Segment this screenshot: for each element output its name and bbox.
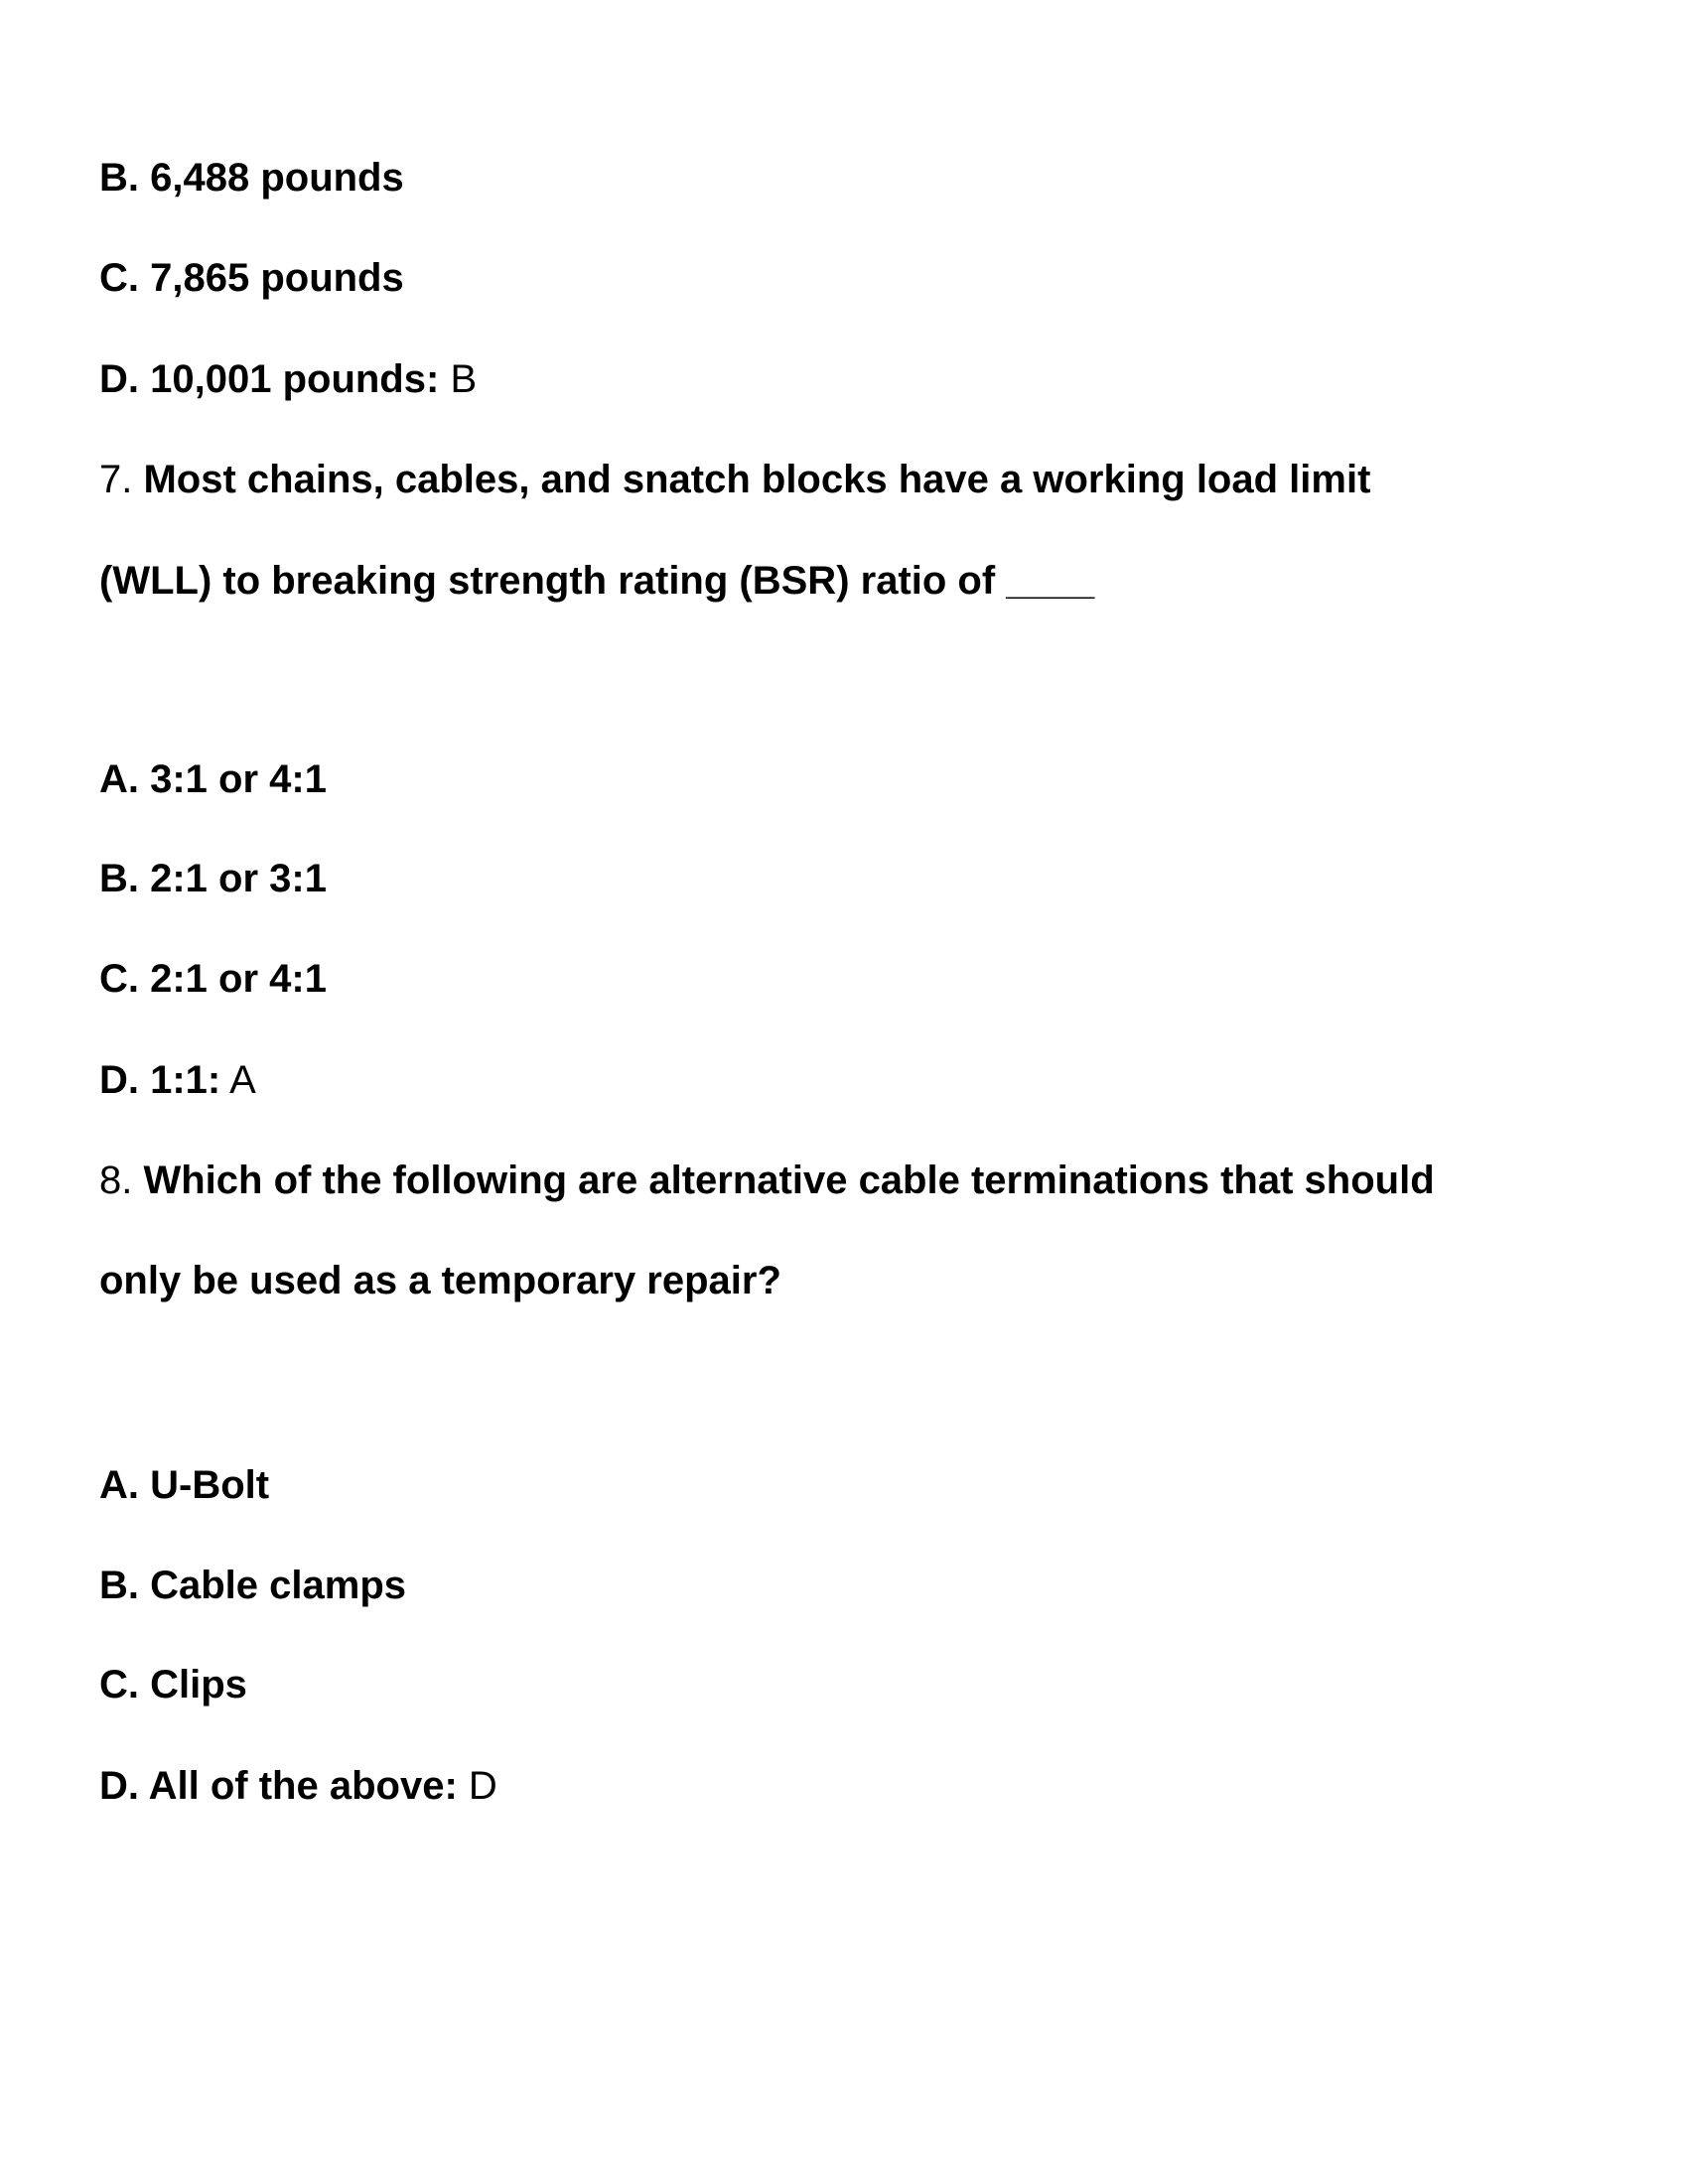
- question-8-line2: only be used as a temporary repair?: [99, 1259, 781, 1302]
- option-label: D. 1:1:: [99, 1058, 221, 1102]
- answer: D: [468, 1764, 497, 1808]
- option-d-q7: [99, 1060, 256, 1100]
- question-text: Most chains, cables, and snatch blocks have a working load limit: [143, 458, 1371, 501]
- option-c-q6: C. 7,865 pounds: [99, 256, 404, 300]
- option-label: D. 10,001 pounds:: [99, 357, 440, 401]
- option-d-q8: [99, 1766, 497, 1806]
- option-c-q8: C. Clips: [99, 1663, 247, 1706]
- option-b-q6: B. 6,488 pounds: [99, 156, 404, 200]
- option-a-q7: A. 3:1 or 4:1: [99, 757, 327, 801]
- option-label: D. All of the above:: [99, 1764, 458, 1808]
- question-7-line1: [99, 460, 1370, 499]
- option-c-q7: C. 2:1 or 4:1: [99, 957, 327, 1001]
- answer: A: [229, 1058, 256, 1102]
- question-8-line1: [99, 1160, 1435, 1200]
- option-b-q8: B. Cable clamps: [99, 1564, 407, 1607]
- question-number: 8.: [99, 1159, 133, 1202]
- option-a-q8: A. U-Bolt: [99, 1463, 270, 1507]
- question-7-line2: (WLL) to breaking strength rating (BSR) ratio of ____: [99, 559, 1095, 603]
- question-number: 7.: [99, 458, 133, 501]
- option-b-q7: B. 2:1 or 3:1: [99, 857, 327, 900]
- answer: B: [450, 357, 478, 401]
- option-d-q6: [99, 359, 477, 399]
- question-text: Which of the following are alternative cable terminations that should: [143, 1159, 1435, 1202]
